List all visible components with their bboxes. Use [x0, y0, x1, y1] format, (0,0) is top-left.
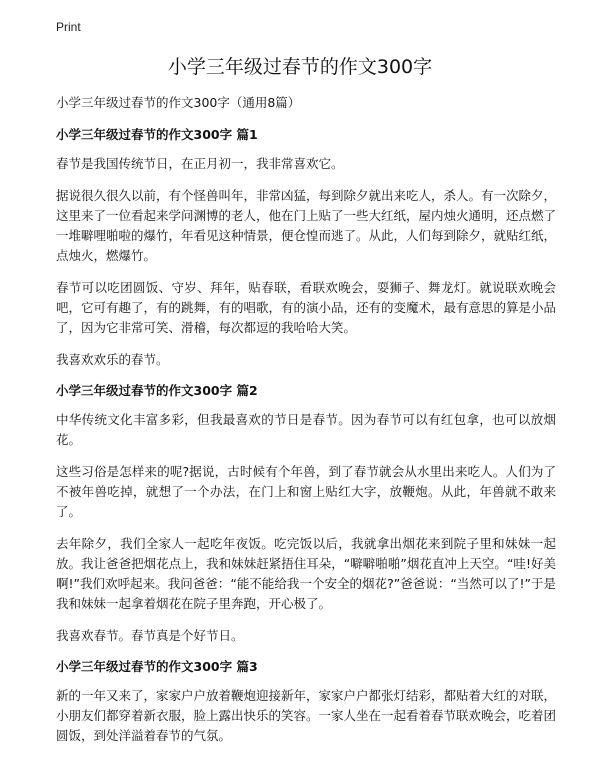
- paragraph: 我喜欢欢乐的春节。: [56, 352, 169, 367]
- paragraph: 中华传统文化丰富多彩，但我最喜欢的节日是春节。因为春节可以有红包拿，也可以放烟花。: [56, 412, 556, 447]
- paragraph: 新的一年又来了，家家户户放着鞭炮迎接新年，家家户户都张灯结彩，都贴着大红的对联，小朋友们都穿着新衣服，脸上露出快乐的笑容。一家人坐在一起看着春节联欢晚会，吃着团圆饭，到处洋溢着春节的气氛。: [56, 688, 557, 743]
- print-label: Print: [56, 20, 81, 34]
- paragraph: 春节可以吃团圆饭、守岁、拜年，贴春联，看联欢晚会，耍狮子、舞龙灯。就说联欢晚会吧，它可有趣了，有的跳舞，有的唱歌，有的演小品，还有的变魔术，最有意思的算是小品了，因为它非常可笑、滑稽，每次都逗的我哈哈大笑。: [56, 280, 557, 335]
- page-title: 小学三年级过春节的作文300字: [167, 56, 433, 78]
- article-section-2: [56, 382, 556, 646]
- article-section-3: [56, 658, 556, 746]
- section-heading: 小学三年级过春节的作文300字 篇3: [56, 659, 258, 674]
- paragraph: 春节是我国传统节日，在正月初一，我非常喜欢它。: [56, 156, 344, 171]
- article-body: [56, 94, 556, 758]
- section-heading: 小学三年级过春节的作文300字 篇1: [56, 127, 258, 142]
- section-heading: 小学三年级过春节的作文300字 篇2: [56, 383, 258, 398]
- article-section-1: [56, 126, 556, 370]
- paragraph: 我喜欢春节。春节真是个好节日。: [56, 628, 244, 643]
- paragraph: 据说很久很久以前，有个怪兽叫年，非常凶猛，每到除夕就出来吃人，杀人。有一次除夕，这里来了一位看起来学问渊博的老人，他在门上贴了一些大红纸，屋内烛火通明，还点燃了一堆噼哩啪啦的爆竹，年看见这种情景，便仓惶而逃了。从此，人们每到除夕，就贴红纸，点烛火，燃爆竹。: [56, 188, 557, 263]
- paragraph: 这些习俗是怎样来的呢?据说，古时候有个年兽，到了春节就会从水里出来吃人。人们为了不被年兽吃掉，就想了一个办法，在门上和窗上贴红大字，放鞭炮。从此，年兽就不敢来了。: [56, 464, 556, 519]
- article-subtitle: 小学三年级过春节的作文300字（通用8篇）: [56, 95, 301, 110]
- paragraph: 去年除夕，我们全家人一起吃年夜饭。吃完饭以后，我就拿出烟花来到院子里和妹妹一起放。我让爸爸把烟花点上，我和妹妹赶紧捂住耳朵，“噼噼啪啪”烟花直冲上天空。“哇!好美啊!”我们欢呼起来。我问爸爸：“能不能给我一个安全的烟花?”爸爸说：“当然可以了!”于是我和妹妹一起拿着烟花在院子里奔跑，开心极了。: [56, 536, 556, 611]
